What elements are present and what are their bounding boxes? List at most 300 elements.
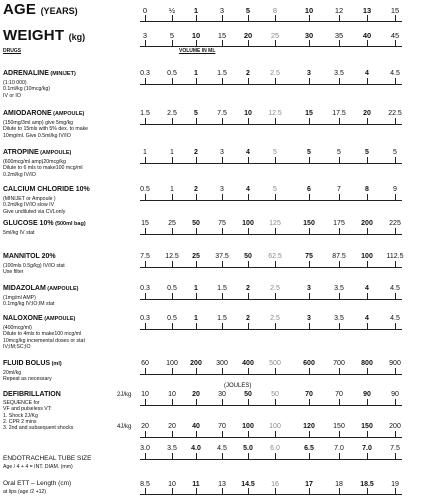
ruler-tick xyxy=(367,488,368,494)
drug-description: (600mcg/ml amp)20mcg/kg xyxy=(3,159,66,165)
drug-name-text: ATROPINE xyxy=(3,149,39,156)
dose-volume: 5 xyxy=(337,149,341,156)
defib-ruler xyxy=(140,431,402,438)
ruler-tick xyxy=(196,368,197,374)
age-value: 13 xyxy=(362,6,372,15)
dose-volume: 0.5 xyxy=(167,70,177,77)
dose-ruler xyxy=(140,118,402,125)
dose-volume: 75 xyxy=(305,253,313,260)
drug-description: (1mg/ml AMP) xyxy=(3,295,36,301)
ruler-tick xyxy=(275,15,276,21)
ruler-tick xyxy=(275,194,276,200)
age-label: AGE xyxy=(3,1,37,18)
ruler-tick xyxy=(275,399,276,405)
ett-size: 6.5 xyxy=(304,445,314,452)
ruler-tick xyxy=(196,293,197,299)
dose-volume: 4.5 xyxy=(390,315,400,322)
ruler-tick xyxy=(172,453,173,459)
ruler-tick xyxy=(248,15,249,21)
drug-description: 20ml/kg xyxy=(3,370,22,376)
ruler-tick xyxy=(172,157,173,163)
drug-description: 0.2ml/kg IV/IO slow IV xyxy=(3,202,55,209)
dose-volume: 4 xyxy=(365,315,369,322)
ruler-tick xyxy=(395,15,396,21)
drug-name-text: ADRENALINE xyxy=(3,70,49,77)
dose-volume: 300 xyxy=(216,360,228,367)
ruler-tick xyxy=(196,453,197,459)
ruler-tick xyxy=(145,488,146,494)
ruler-tick xyxy=(248,40,249,46)
drug-name-text: MIDAZOLAM xyxy=(3,285,46,292)
ruler-tick xyxy=(222,40,223,46)
ruler-tick xyxy=(309,118,310,124)
ruler-tick xyxy=(172,293,173,299)
drug-unit: (AMPOULE) xyxy=(38,150,72,156)
ruler-tick xyxy=(145,261,146,267)
dose-volume: 4.5 xyxy=(390,70,400,77)
ett-size: 7.0 xyxy=(362,445,372,452)
weight-value: 15 xyxy=(217,31,227,40)
drug-name-text: MANNITOL 20% xyxy=(3,253,56,260)
dose-ruler xyxy=(140,293,402,300)
dose-volume: 2 xyxy=(194,186,198,193)
ett-size: 4.0 xyxy=(191,445,201,452)
dose-volume: 4 xyxy=(246,186,250,193)
defib-energy: 20 xyxy=(168,423,176,430)
age-value: 12 xyxy=(334,6,344,15)
dose-volume: 225 xyxy=(389,220,401,227)
defib-description: VF and pulseless VT: xyxy=(3,406,52,413)
ruler-tick xyxy=(145,399,146,405)
ruler-tick xyxy=(145,368,146,374)
ruler-tick xyxy=(196,40,197,46)
ruler-tick xyxy=(275,118,276,124)
ruler-tick xyxy=(339,228,340,234)
ruler-tick xyxy=(309,293,310,299)
ruler-tick xyxy=(367,399,368,405)
dose-volume: 4.5 xyxy=(390,285,400,292)
ett-length: 13 xyxy=(218,481,226,488)
ruler-tick xyxy=(222,488,223,494)
dose-volume: 15 xyxy=(305,110,313,117)
ruler-tick xyxy=(367,40,368,46)
dose-volume: 3.5 xyxy=(334,315,344,322)
defib-dose-4jkg: 4J/kg xyxy=(117,424,132,430)
dose-volume: 62.5 xyxy=(268,253,282,260)
ruler-tick xyxy=(395,228,396,234)
dose-volume: 1 xyxy=(170,186,174,193)
ruler-tick xyxy=(309,194,310,200)
ruler-tick xyxy=(309,368,310,374)
ruler-tick xyxy=(222,194,223,200)
ruler-tick xyxy=(196,194,197,200)
drug-unit: (ml) xyxy=(50,361,62,367)
ruler-tick xyxy=(196,431,197,437)
dose-volume: 700 xyxy=(333,360,345,367)
defib-energy: 50 xyxy=(271,391,279,398)
drug-description: 5ml/kg IV stat xyxy=(3,230,35,236)
ruler-tick xyxy=(275,431,276,437)
defib-energy: 70 xyxy=(218,423,226,430)
defib-description: 3. 2nd and subsequent shocks xyxy=(3,425,74,432)
dose-volume: 0.3 xyxy=(140,285,150,292)
ruler-tick xyxy=(367,368,368,374)
ruler-tick xyxy=(222,323,223,329)
ruler-tick xyxy=(222,368,223,374)
ett-size: 5.0 xyxy=(243,445,253,452)
weight-value: 30 xyxy=(304,31,314,40)
dose-volume: 5 xyxy=(365,149,369,156)
ruler-tick xyxy=(196,15,197,21)
ruler-tick xyxy=(172,40,173,46)
ruler-tick xyxy=(367,228,368,234)
ruler-tick xyxy=(248,78,249,84)
dose-volume: 175 xyxy=(333,220,345,227)
dose-volume: 2 xyxy=(194,149,198,156)
dose-ruler xyxy=(140,78,402,85)
ruler-tick xyxy=(222,157,223,163)
dose-volume: 2 xyxy=(246,285,250,292)
weight-header xyxy=(3,27,85,45)
ruler-tick xyxy=(309,488,310,494)
ruler-tick xyxy=(196,78,197,84)
ruler-tick xyxy=(395,157,396,163)
drug-description: (400mcg/ml) xyxy=(3,325,32,331)
defibrillation-title: DEFIBRILLATION xyxy=(3,391,61,398)
dose-volume: 0.5 xyxy=(167,285,177,292)
age-value: 15 xyxy=(390,6,400,15)
ruler-tick xyxy=(395,399,396,405)
ruler-tick xyxy=(339,323,340,329)
ruler-tick xyxy=(145,194,146,200)
dose-volume: 3 xyxy=(307,70,311,77)
ruler-tick xyxy=(367,194,368,200)
ruler-tick xyxy=(222,453,223,459)
ruler-tick xyxy=(339,399,340,405)
defib-energy: 200 xyxy=(389,423,401,430)
dose-volume: 100 xyxy=(361,253,373,260)
ruler-tick xyxy=(339,488,340,494)
ruler-tick xyxy=(395,431,396,437)
dose-volume: 600 xyxy=(303,360,315,367)
dose-volume: 25 xyxy=(192,253,200,260)
ett-size: 3.0 xyxy=(140,445,150,452)
ruler-tick xyxy=(395,118,396,124)
ruler-tick xyxy=(395,40,396,46)
drug-description: (MINIJET or Ampoule ) xyxy=(3,196,56,202)
ruler-tick xyxy=(222,399,223,405)
ruler-tick xyxy=(395,453,396,459)
drug-name xyxy=(3,285,78,292)
ett-length: 19 xyxy=(391,481,399,488)
dose-volume: 1.5 xyxy=(217,315,227,322)
dose-volume: 12.5 xyxy=(268,110,282,117)
defib-energy: 30 xyxy=(218,391,226,398)
age-value: 10 xyxy=(304,6,314,15)
dose-volume: 10 xyxy=(244,110,252,117)
ruler-tick xyxy=(339,293,340,299)
ett-length: 10 xyxy=(168,481,176,488)
ruler-tick xyxy=(309,157,310,163)
dose-volume: 12.5 xyxy=(165,253,179,260)
dose-volume: 1.5 xyxy=(217,70,227,77)
dose-volume: 3.5 xyxy=(334,285,344,292)
ruler-tick xyxy=(248,431,249,437)
ruler-tick xyxy=(395,368,396,374)
ruler-tick xyxy=(145,293,146,299)
dose-ruler xyxy=(140,323,402,330)
drug-name-text: GLUCOSE 10% xyxy=(3,220,54,227)
drug-name-text: AMIODARONE xyxy=(3,110,52,117)
ruler-tick xyxy=(339,15,340,21)
ruler-tick xyxy=(248,118,249,124)
dose-volume: 5 xyxy=(273,186,277,193)
ruler-tick xyxy=(196,228,197,234)
dose-volume: 5 xyxy=(307,149,311,156)
dose-volume: 7.5 xyxy=(217,110,227,117)
ruler-tick xyxy=(367,15,368,21)
ruler-tick xyxy=(395,488,396,494)
ruler-tick xyxy=(275,78,276,84)
ruler-tick xyxy=(222,228,223,234)
drug-name xyxy=(3,220,86,227)
dose-volume: 2 xyxy=(246,315,250,322)
weight-value: 40 xyxy=(362,31,372,40)
dose-volume: 0.3 xyxy=(140,70,150,77)
ruler-tick xyxy=(367,431,368,437)
dose-volume: 87.5 xyxy=(332,253,346,260)
ett-size: 7.5 xyxy=(390,445,400,452)
dose-volume: 20 xyxy=(363,110,371,117)
ruler-tick xyxy=(367,157,368,163)
drug-description: 10mg/ml. Give 0.5ml/kg IV/IO xyxy=(3,132,71,139)
dose-volume: 7 xyxy=(337,186,341,193)
ruler-tick xyxy=(145,453,146,459)
ruler-tick xyxy=(248,261,249,267)
ruler-tick xyxy=(309,40,310,46)
ruler-tick xyxy=(145,78,146,84)
drug-name xyxy=(3,315,75,322)
dose-volume: 37.5 xyxy=(215,253,229,260)
dose-ruler xyxy=(140,228,402,235)
ruler-tick xyxy=(275,157,276,163)
ruler-tick xyxy=(367,453,368,459)
dose-volume: 5 xyxy=(273,149,277,156)
ruler-tick xyxy=(172,399,173,405)
ruler-tick xyxy=(309,399,310,405)
defib-energy: 10 xyxy=(168,391,176,398)
age-value: ½ xyxy=(168,6,176,15)
defib-energy: 150 xyxy=(333,423,345,430)
dose-volume: 200 xyxy=(190,360,202,367)
weight-unit: (kg) xyxy=(68,32,86,42)
drugs-heading: DRUGS xyxy=(3,48,22,54)
ruler-tick xyxy=(367,118,368,124)
drug-description: Dilute to 4mls to make100 mcg/ml xyxy=(3,331,82,338)
ruler-tick xyxy=(395,261,396,267)
drug-description: 10mcg/kg incremental doses or stat xyxy=(3,337,85,344)
dose-volume: 9 xyxy=(393,186,397,193)
defib-description: 2. CPR 2 mins xyxy=(3,418,37,425)
dose-volume: 50 xyxy=(192,220,200,227)
dose-volume: 112.5 xyxy=(386,253,404,260)
ruler-tick xyxy=(248,194,249,200)
drug-description: (100mls 0.5g/kg) IV/IO stat xyxy=(3,263,65,269)
ruler-tick xyxy=(248,323,249,329)
ett-size: 6.0 xyxy=(270,445,280,452)
dose-volume: 8 xyxy=(365,186,369,193)
ruler-tick xyxy=(196,323,197,329)
dose-volume: 5 xyxy=(393,149,397,156)
ruler-tick xyxy=(275,228,276,234)
dose-volume: 60 xyxy=(141,360,149,367)
dose-volume: 0.5 xyxy=(140,186,150,193)
ruler-tick xyxy=(172,323,173,329)
dose-volume: 2 xyxy=(246,70,250,77)
ruler-tick xyxy=(339,157,340,163)
ett-size: 7.0 xyxy=(334,445,344,452)
weight-value: 35 xyxy=(334,31,344,40)
ruler-tick xyxy=(222,293,223,299)
drug-name xyxy=(3,360,62,367)
ruler-tick xyxy=(196,261,197,267)
ruler-tick xyxy=(222,431,223,437)
dose-volume: 75 xyxy=(218,220,226,227)
ruler-tick xyxy=(367,261,368,267)
ruler-tick xyxy=(275,261,276,267)
ruler-tick xyxy=(248,453,249,459)
ruler-tick xyxy=(222,15,223,21)
ruler-tick xyxy=(367,78,368,84)
ruler-tick xyxy=(172,488,173,494)
ruler-tick xyxy=(145,431,146,437)
defib-energy: 70 xyxy=(305,391,313,398)
ruler-tick xyxy=(172,78,173,84)
ruler-tick xyxy=(145,40,146,46)
drug-description: IV;IM;SC;IO xyxy=(3,343,31,350)
ett-title: ENDOTRACHEAL TUBE SIZE xyxy=(3,455,92,462)
ett-length: 16 xyxy=(271,481,279,488)
defib-description: SEQUENCE for xyxy=(3,400,40,406)
drug-name xyxy=(3,70,76,77)
ruler-tick xyxy=(309,453,310,459)
dose-volume: 4 xyxy=(365,70,369,77)
ruler-tick xyxy=(222,118,223,124)
dose-volume: 125 xyxy=(269,220,281,227)
drug-description: Dilute to 15mls with 5% dex. to make xyxy=(3,126,89,133)
ruler-tick xyxy=(275,453,276,459)
defib-energy: 100 xyxy=(269,423,281,430)
ruler-tick xyxy=(172,118,173,124)
dose-volume: 50 xyxy=(244,253,252,260)
drug-description: 0.1mg/kg IV;IO;IM stat xyxy=(3,301,55,308)
drug-name xyxy=(3,253,56,260)
ruler-tick xyxy=(172,431,173,437)
ruler-tick xyxy=(339,194,340,200)
age-value: 0 xyxy=(142,6,148,15)
ett-length-title: Oral ETT – Length (cm) xyxy=(3,480,72,487)
ruler-tick xyxy=(309,261,310,267)
ruler-tick xyxy=(367,323,368,329)
defib-energy: 90 xyxy=(363,391,371,398)
volume-heading: VOLUME IN ML xyxy=(179,48,216,54)
ruler-tick xyxy=(275,323,276,329)
ruler-tick xyxy=(196,488,197,494)
ruler-tick xyxy=(145,118,146,124)
dose-volume: 3 xyxy=(220,186,224,193)
ruler-tick xyxy=(395,323,396,329)
age-header xyxy=(3,1,78,19)
dose-volume: 2.5 xyxy=(167,110,177,117)
weight-label: WEIGHT xyxy=(3,27,65,44)
dose-volume: 4 xyxy=(365,285,369,292)
ruler-tick xyxy=(339,40,340,46)
ett-length: 18.5 xyxy=(360,481,374,488)
ruler-tick xyxy=(339,368,340,374)
ett-size: 4.5 xyxy=(217,445,227,452)
ett-length: 18 xyxy=(335,481,343,488)
joules-label: (JOULES) xyxy=(224,383,252,389)
ruler-tick xyxy=(339,261,340,267)
drug-name xyxy=(3,149,71,156)
age-ruler xyxy=(140,15,402,22)
ruler-tick xyxy=(248,488,249,494)
dose-volume: 800 xyxy=(361,360,373,367)
drug-unit: (MINIJET) xyxy=(48,71,76,77)
ruler-tick xyxy=(172,15,173,21)
defib-energy: 20 xyxy=(141,423,149,430)
ruler-tick xyxy=(172,194,173,200)
dose-volume: 3 xyxy=(307,285,311,292)
dose-volume: 0.5 xyxy=(167,315,177,322)
weight-value: 25 xyxy=(270,31,280,40)
drug-unit: (AMPOULE) xyxy=(51,111,85,117)
drug-description: (1:10 000) xyxy=(3,80,27,86)
dose-volume: 22.5 xyxy=(388,110,402,117)
drug-unit: (500ml bag) xyxy=(53,221,86,227)
dose-volume: 100 xyxy=(166,360,178,367)
ett-length-ruler xyxy=(140,488,402,495)
dose-volume: 500 xyxy=(269,360,281,367)
drug-name xyxy=(3,110,84,117)
defib-dose-2jkg: 2J/kg xyxy=(117,392,132,398)
defib-description: 1. Shock 2J/Kg xyxy=(3,412,38,419)
ruler-tick xyxy=(248,399,249,405)
ett-length-description: at lips (age /2 +12) xyxy=(3,489,47,495)
dose-volume: 200 xyxy=(361,220,373,227)
drug-name-text: CALCIUM CHLORIDE 10% xyxy=(3,186,90,193)
ruler-tick xyxy=(196,118,197,124)
defib-ruler xyxy=(140,399,402,406)
ruler-tick xyxy=(309,78,310,84)
drug-unit: (AMPOULE) xyxy=(42,316,76,322)
drug-description: IV or IO xyxy=(3,92,21,99)
drug-name-text: FLUID BOLUS xyxy=(3,360,51,367)
dose-volume: 150 xyxy=(303,220,315,227)
ruler-tick xyxy=(172,228,173,234)
ett-length: 17 xyxy=(305,481,313,488)
weight-value: 45 xyxy=(390,31,400,40)
dose-ruler xyxy=(140,157,402,164)
drug-description: (150mg/3ml amp) give 5mg/kg xyxy=(3,120,74,126)
ruler-tick xyxy=(145,157,146,163)
ruler-tick xyxy=(172,261,173,267)
dose-volume: 100 xyxy=(242,220,254,227)
ett-length: 14.5 xyxy=(241,481,255,488)
defib-energy: 20 xyxy=(192,391,200,398)
ruler-tick xyxy=(145,323,146,329)
ruler-tick xyxy=(275,488,276,494)
